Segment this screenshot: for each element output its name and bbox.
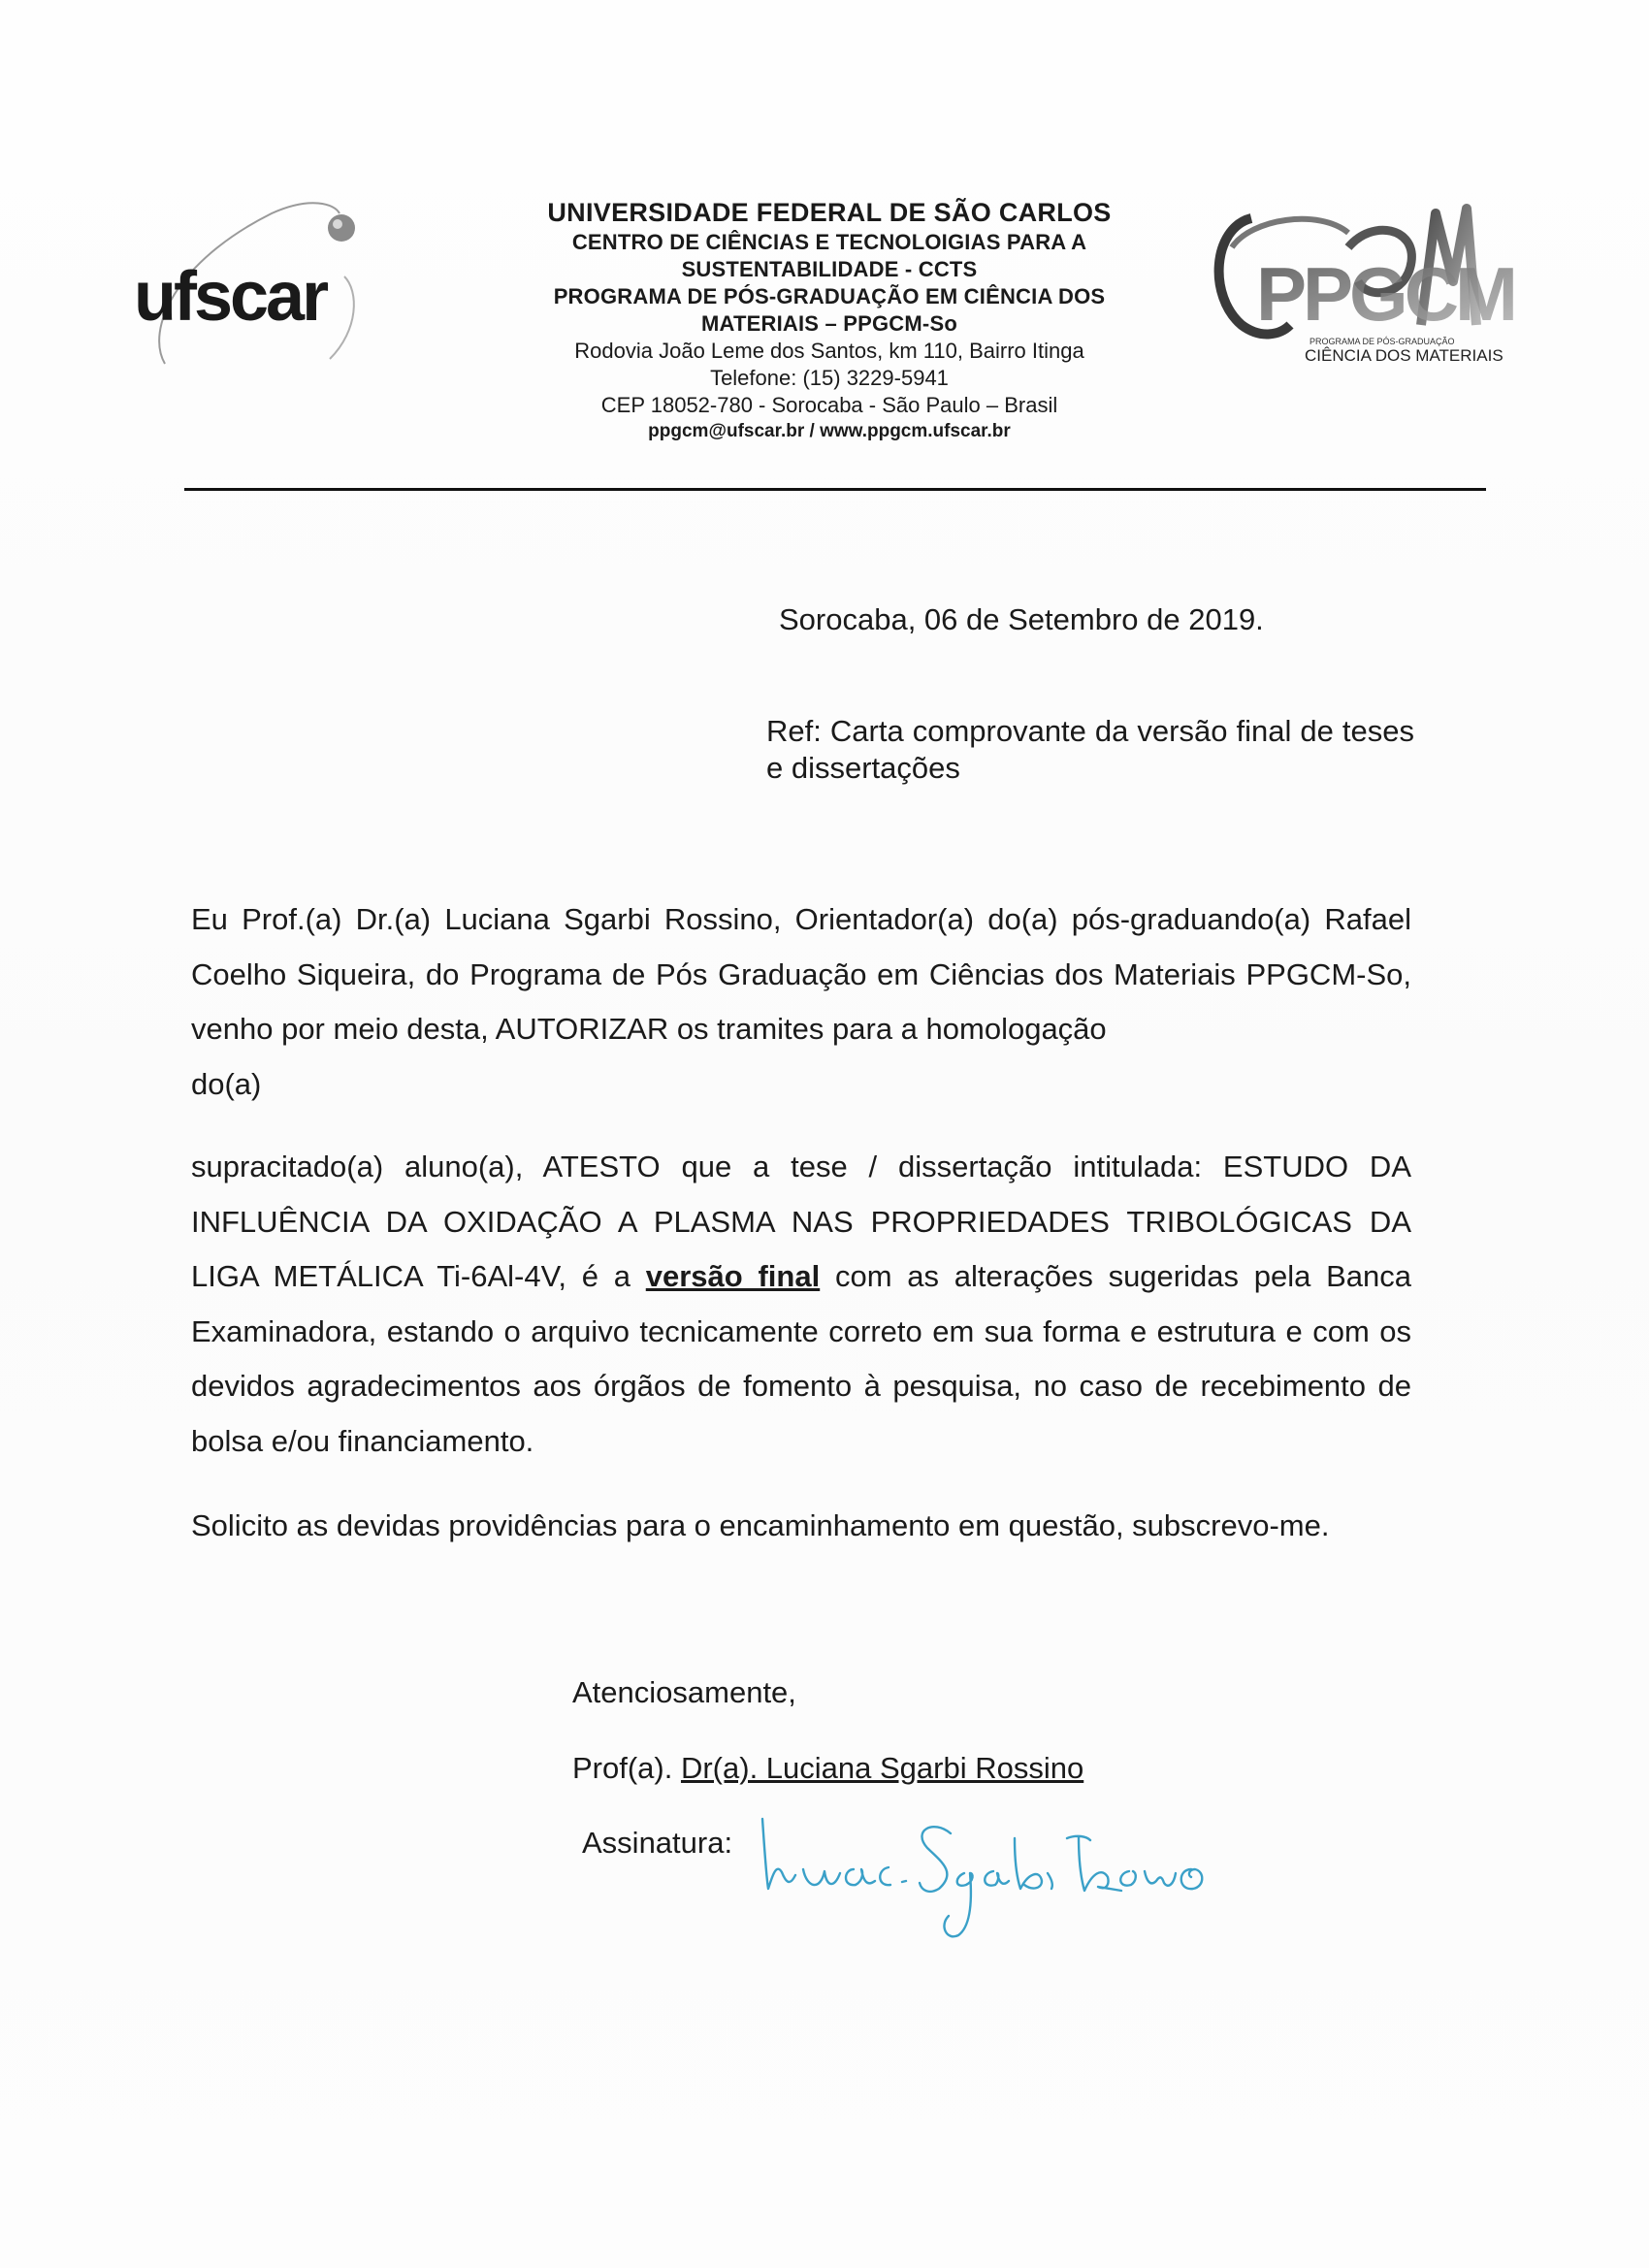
ufscar-logo-text: ufscar bbox=[134, 258, 327, 336]
letter-reference: Ref: Carta comprovante da versão final de teses e dissertações bbox=[766, 714, 1414, 785]
paragraph-request: Solicito as devidas providências para o encaminhamento em questão, subscrevo-me. bbox=[191, 1508, 1330, 1542]
ppgcm-logo-subtitle-small: PROGRAMA DE PÓS-GRADUAÇÃO bbox=[1310, 337, 1455, 346]
signer-prefix: Prof(a). bbox=[572, 1751, 681, 1785]
letter-date: Sorocaba, 06 de Setembro de 2019. bbox=[779, 602, 1264, 636]
salutation: Atenciosamente, bbox=[572, 1675, 796, 1709]
paragraph-attestation bbox=[191, 1140, 1411, 1469]
phone: Telefone: (15) 3229-5941 bbox=[710, 366, 949, 390]
final-version-emphasis: versão final bbox=[645, 1259, 821, 1293]
paragraph-authorization bbox=[191, 892, 1411, 1112]
ppgcm-logo bbox=[1203, 189, 1515, 393]
attestation-text-before: supracitado(a) aluno(a), ATESTO que a tese / dissertação intitulada: ESTUDO DA INFLUÊNCIA DA OXIDAÇÃO A PLASMA NAS PROPRIEDADES TRIBOLÓGICAS DA LIGA METÁLICA Ti-6Al-4V, é a bbox=[191, 1150, 1411, 1293]
ufscar-logo bbox=[126, 184, 378, 388]
university-name: UNIVERSIDADE FEDERAL DE SÃO CARLOS bbox=[547, 198, 1112, 227]
paragraph-authorization-text: Eu Prof.(a) Dr.(a) Luciana Sgarbi Rossino, Orientador(a) do(a) pós-graduando(a) Rafael Coelho Siqueira, do Programa de Pós Graduação em Ciências dos Materiais PPGCM-So, venho por meio desta, AUTORIZAR os tramites para a homologação bbox=[191, 902, 1411, 1046]
handwritten-signature bbox=[757, 1780, 1242, 1955]
program-line-2: MATERIAIS – PPGCM-So bbox=[701, 311, 957, 336]
attestation-text-after: com as alterações sugeridas pela Banca Examinadora, estando o arquivo tecnicamente correto em sua forma e estrutura e com os devidos agradecimentos aos órgãos de fomento à pesquisa, no caso de recebimento de bolsa e/ou financiamento. bbox=[191, 1259, 1412, 1458]
center-line-2: SUSTENTABILIDADE - CCTS bbox=[681, 257, 978, 281]
program-line-1: PROGRAMA DE PÓS-GRADUAÇÃO EM CIÊNCIA DOS bbox=[553, 284, 1106, 308]
signature-label: Assinatura: bbox=[582, 1826, 733, 1860]
paragraph-authorization-tail: do(a) bbox=[191, 1066, 262, 1101]
signer-name: Dr(a). Luciana Sgarbi Rossino bbox=[680, 1751, 1084, 1785]
ppgcm-logo-text: PPGCM bbox=[1256, 251, 1515, 337]
institution-header bbox=[456, 196, 1203, 444]
ppgcm-logo-subtitle: CIÊNCIA DOS MATERIAIS bbox=[1305, 346, 1504, 365]
contact-email-website: ppgcm@ufscar.br / www.ppgcm.ufscar.br bbox=[648, 421, 1011, 441]
header-divider bbox=[184, 488, 1486, 491]
address: Rodovia João Leme dos Santos, km 110, Bairro Itinga bbox=[574, 339, 1084, 363]
cep: CEP 18052-780 - Sorocaba - São Paulo – Brasil bbox=[600, 393, 1058, 417]
center-line-1: CENTRO DE CIÊNCIAS E TECNOLOIGIAS PARA A bbox=[571, 230, 1087, 254]
